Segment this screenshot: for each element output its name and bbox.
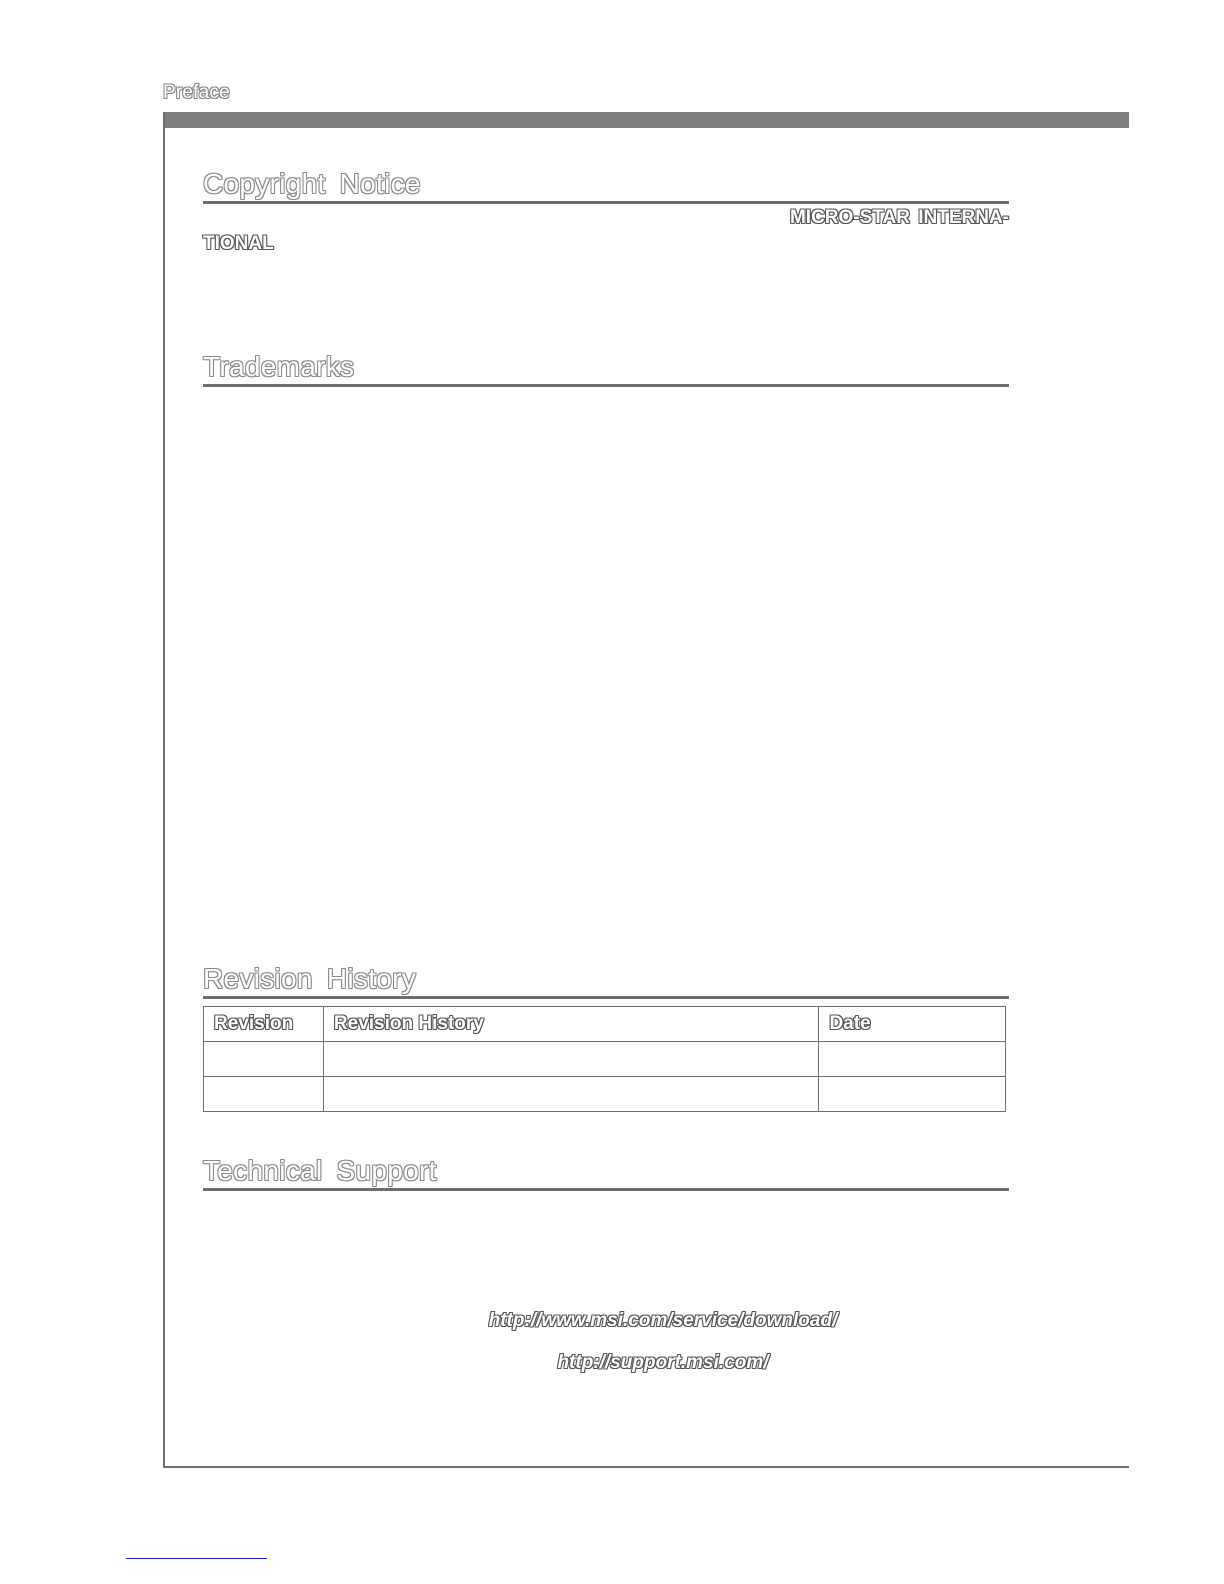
copyright-heading: Copyright Notice	[203, 168, 1009, 204]
company-name-part1: MICRO-STAR INTERNA-	[789, 207, 1009, 228]
column-header-revision-history: Revision History	[323, 1007, 819, 1042]
table-cell-date	[819, 1042, 1006, 1077]
table-row	[204, 1077, 1006, 1112]
bottom-rule	[163, 1466, 1129, 1468]
footer-link-underline	[126, 1558, 267, 1559]
column-header-revision: Revision	[204, 1007, 324, 1042]
top-bar	[163, 112, 1129, 128]
support-link[interactable]: http://support.msi.com/	[557, 1352, 769, 1373]
table-cell-history	[323, 1042, 819, 1077]
technical-support-heading: Technical Support	[203, 1155, 1009, 1191]
download-link[interactable]: http://www.msi.com/service/download/	[488, 1310, 838, 1331]
table-row	[204, 1042, 1006, 1077]
table-cell-revision	[204, 1077, 324, 1112]
table-cell-history	[323, 1077, 819, 1112]
company-name-part2: TIONAL	[203, 233, 274, 254]
revision-history-heading: Revision History	[203, 963, 1009, 999]
running-header: Preface	[163, 82, 230, 103]
trademarks-heading: Trademarks	[203, 351, 1009, 387]
table-cell-revision	[204, 1042, 324, 1077]
table-header-row	[204, 1007, 1006, 1042]
table-cell-date	[819, 1077, 1006, 1112]
column-header-date: Date	[819, 1007, 1006, 1042]
left-rule	[163, 112, 165, 1468]
revision-table	[203, 1006, 1006, 1112]
